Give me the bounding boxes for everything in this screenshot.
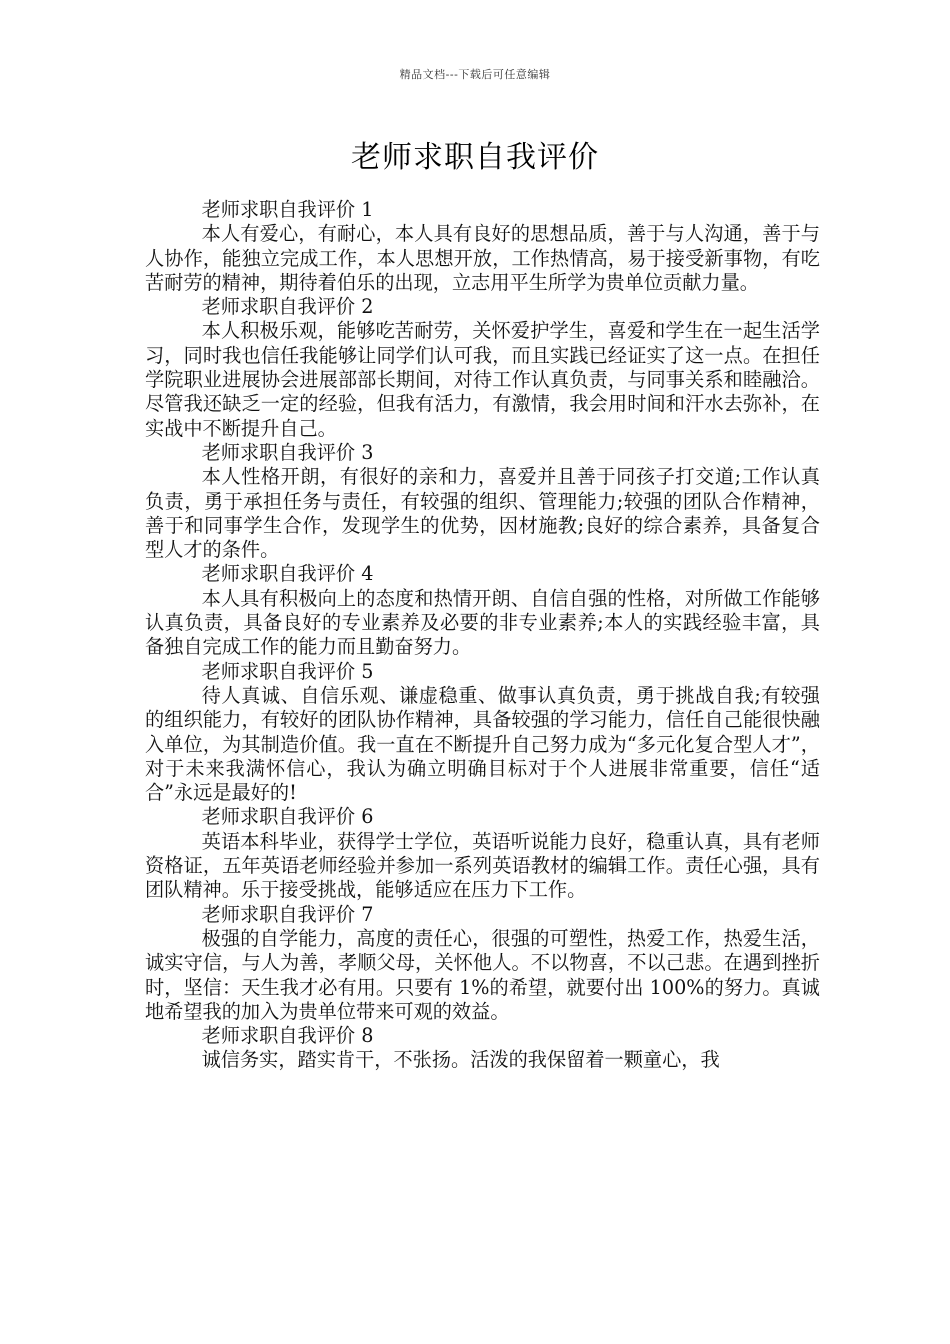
section-paragraph: 英语本科毕业，获得学士学位，英语听说能力良好，稳重认真，具有老师资格证，五年英语老师经验并参加一系列英语教材的编辑工作。责任心强，具有团队精神。乐于接受挑战，能够适应在压力下工作。 [145, 829, 820, 902]
header-note: 精品文档---下载后可任意编辑 [399, 68, 551, 81]
section-paragraph: 本人积极乐观，能够吃苦耐劳，关怀爱护学生，喜爱和学生在一起生活学习，同时我也信任我能够让同学们认可我，而且实践已经证实了这一点。在担任学院职业进展协会进展部部长期间，对待工作认真负责，与同事关系和睦融洽。尽管我还缺乏一定的经验，但我有活力，有激情，我会用时间和汗水去弥补，在实战中不断提升自己。 [145, 319, 820, 440]
section-paragraph: 诚信务实，踏实肯干，不张扬。活泼的我保留着一颗童心，我 [201, 1048, 720, 1072]
section-paragraph: 本人有爱心，有耐心，本人具有良好的思想品质，善于与人沟通，善于与人协作，能独立完成工作，本人思想开放，工作热情高，易于接受新事物，有吃苦耐劳的精神，期待着伯乐的出现，立志用平生所学为贵单位贡献力量。 [145, 222, 820, 294]
section-paragraph: 本人性格开朗，有很好的亲和力，喜爱并且善于同孩子打交道;工作认真负责，勇于承担任务与责任，有较强的组织、管理能力;较强的团队合作精神，善于和同事学生合作，发现学生的优势，因材施教;良好的综合素养，具备复合型人才的条件。 [145, 465, 820, 562]
document-body [145, 198, 820, 1073]
section-heading: 老师求职自我评价 4 [201, 562, 374, 586]
section-heading: 老师求职自我评价 8 [201, 1024, 374, 1048]
section-paragraph: 极强的自学能力，高度的责任心，很强的可塑性，热爱工作，热爱生活，诚实守信，与人为善，孝顺父母，关怀他人。不以物喜，不以己悲。在遇到挫折时，坚信：天生我才必有用。只要有 1%的希望，就要付出 100%的努力。真诚地希望我的加入为贵单位带来可观的效益。 [145, 926, 820, 1023]
section-heading: 老师求职自我评价 2 [201, 295, 374, 319]
section-paragraph: 本人具有积极向上的态度和热情开朗、自信自强的性格，对所做工作能够认真负责，具备良好的专业素养及必要的非专业素养;本人的实践经验丰富，具备独自完成工作的能力而且勤奋努力。 [145, 586, 820, 659]
document-title: 老师求职自我评价 [351, 140, 599, 175]
section-heading: 老师求职自我评价 1 [201, 198, 374, 221]
section-heading: 老师求职自我评价 6 [201, 805, 374, 829]
section-paragraph: 待人真诚、自信乐观、谦虚稳重、做事认真负责，勇于挑战自我;有较强的组织能力，有较好的团队协作精神，具备较强的学习能力，信任自己能很快融入单位，为其制造价值。我一直在不断提升自己努力成为“多元化复合型人才”，对于未来我满怀信心，我认为确立明确目标对于个人进展非常重要，信任“适合”永远是最好的! [145, 683, 820, 805]
section-heading: 老师求职自我评价 5 [201, 659, 374, 683]
section-heading: 老师求职自我评价 7 [201, 902, 374, 926]
section-heading: 老师求职自我评价 3 [201, 440, 374, 464]
